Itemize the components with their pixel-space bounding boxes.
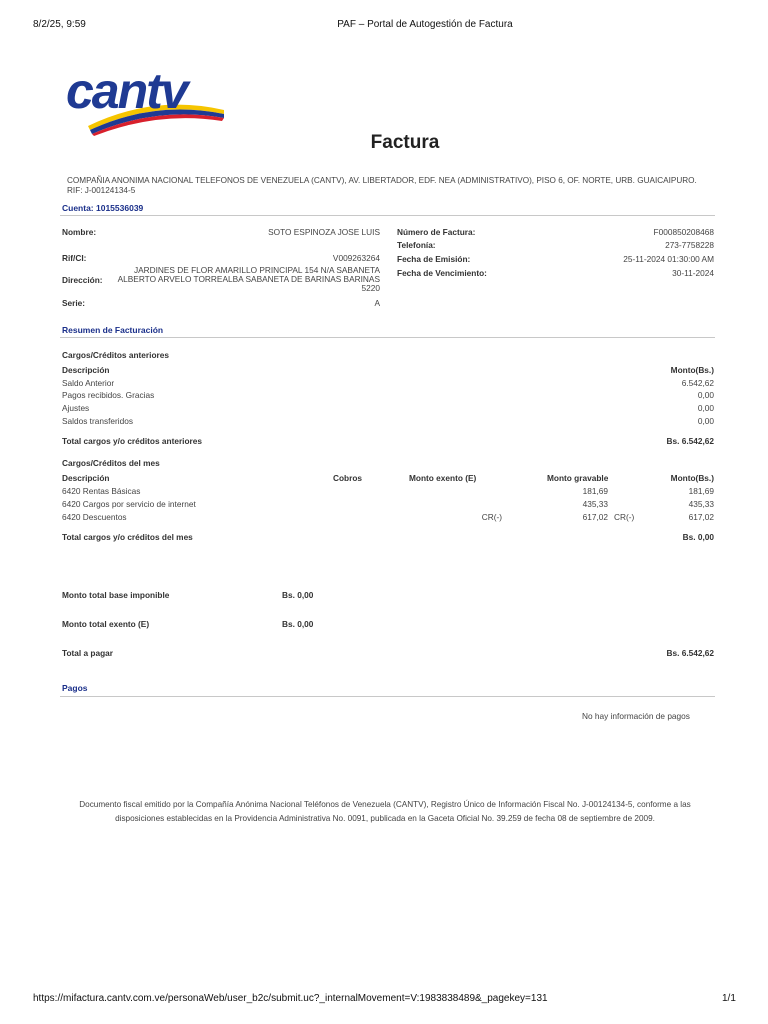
address-value: JARDINES DE FLOR AMARILLO PRINCIPAL 154 N/A SABANETA ALBERTO ARVELO TORREALBA SABANETA DE BARINAS BARINAS 5220 — [117, 265, 380, 293]
previous-row-amount: 0,00 — [697, 416, 714, 426]
current-row-taxable: 181,69 — [582, 486, 608, 496]
due-date-label: Fecha de Vencimiento: — [397, 268, 487, 278]
name-label: Nombre: — [62, 227, 97, 237]
current-row-desc: 6420 Rentas Básicas — [62, 486, 141, 496]
phone-label: Telefonía: — [397, 240, 436, 250]
company-info — [67, 176, 697, 195]
issue-date-label: Fecha de Emisión: — [397, 254, 471, 264]
rif-value: V009263264 — [332, 253, 380, 263]
cantv-logo — [64, 64, 229, 136]
divider — [60, 337, 715, 338]
no-payments-message: No hay información de pagos — [582, 711, 690, 721]
address-label: Dirección: — [62, 275, 103, 285]
series-label: Serie: — [62, 298, 86, 308]
previous-row-amount: 6.542,62 — [681, 378, 714, 388]
divider — [60, 696, 715, 697]
current-total-value: Bs. 0,00 — [682, 532, 714, 542]
current-row-taxable: 435,33 — [582, 499, 608, 509]
previous-charges-heading: Cargos/Créditos anteriores — [62, 350, 169, 360]
payments-heading: Pagos — [62, 683, 88, 693]
current-row-taxable-flag: CR(-) — [614, 512, 635, 522]
previous-row-desc: Ajustes — [62, 403, 90, 413]
previous-row-amount: 0,00 — [697, 403, 714, 413]
exempt-total-label: Monto total exento (E) — [62, 619, 150, 629]
previous-col-amount: Monto(Bs.) — [670, 365, 714, 375]
due-date-value: 30-11-2024 — [672, 268, 714, 278]
current-row-desc: 6420 Cargos por servicio de internet — [62, 499, 196, 509]
rif-label: Rif/CI: — [62, 253, 87, 263]
invoice-number-value: F000850208468 — [653, 227, 714, 237]
current-col-taxable: Monto gravable — [547, 473, 609, 483]
divider — [60, 215, 715, 216]
print-url: https://mifactura.cantv.com.ve/personaWeb/user_b2c/submit.uc?_internalMovement=V:1983838489&_pagekey=131 — [33, 993, 548, 1004]
page-title: Factura — [370, 132, 440, 153]
print-page-title: PAF – Portal de Autogestión de Factura — [337, 19, 513, 30]
previous-total-label: Total cargos y/o créditos anteriores — [62, 436, 203, 446]
taxable-base-value: Bs. 0,00 — [282, 590, 314, 600]
taxable-base-label: Monto total base imponible — [62, 590, 170, 600]
previous-row-amount: 0,00 — [697, 390, 714, 400]
name-value: SOTO ESPINOZA JOSE LUIS — [268, 227, 380, 237]
previous-col-description: Descripción — [62, 365, 110, 375]
invoice-number-label: Número de Factura: — [397, 227, 476, 237]
print-page-count: 1/1 — [722, 993, 736, 1004]
previous-row-desc: Pagos recibidos. Gracias — [62, 390, 155, 400]
logo-wordmark: cantv — [66, 64, 187, 119]
series-value: A — [374, 298, 380, 308]
exempt-total-value: Bs. 0,00 — [282, 619, 314, 629]
previous-row-desc: Saldo Anterior — [62, 378, 115, 388]
current-row-amount: 435,33 — [688, 499, 714, 509]
current-row-amount: 617,02 — [688, 512, 714, 522]
phone-value: 273-7758228 — [665, 240, 714, 250]
current-total-label: Total cargos y/o créditos del mes — [62, 532, 193, 542]
current-row-amount: 181,69 — [688, 486, 714, 496]
legal-notice: Documento fiscal emitido por la Compañía Anónima Nacional Teléfonos de Venezuela (CANTV), Registro Único de Información Fiscal No. J-00124134-5, conforme a las disposiciones establecidas en la Providencia Administrativa No. 0091, publicada en la Gaceta Oficial No. 39.259 de fecha 08 de septiembre de 2009. — [79, 800, 691, 823]
company-rif: RIF: J-00124134-5 — [67, 185, 136, 195]
current-col-exempt: Monto exento (E) — [409, 473, 477, 483]
current-col-charges: Cobros — [333, 473, 363, 483]
current-row-exempt: CR(-) — [481, 512, 502, 522]
print-datetime: 8/2/25, 9:59 — [33, 19, 86, 30]
current-col-description: Descripción — [62, 473, 110, 483]
total-to-pay-label: Total a pagar — [62, 648, 114, 658]
current-charges-heading: Cargos/Créditos del mes — [62, 458, 160, 468]
previous-total-value: Bs. 6.542,62 — [666, 436, 714, 446]
current-row-desc: 6420 Descuentos — [62, 512, 127, 522]
billing-summary-heading: Resumen de Facturación — [62, 325, 164, 335]
issue-date-value: 25-11-2024 01:30:00 AM — [623, 254, 714, 264]
total-to-pay-value: Bs. 6.542,62 — [666, 648, 714, 658]
account-number: Cuenta: 1015536039 — [62, 203, 144, 213]
previous-row-desc: Saldos transferidos — [62, 416, 134, 426]
company-address: COMPAÑIA ANONIMA NACIONAL TELEFONOS DE VENEZUELA (CANTV), AV. LIBERTADOR, EDF. NEA (ADMINISTRATIVO), PISO 6, OF. NORTE, URB. GUAICAIPURO. — [67, 176, 697, 185]
current-row-taxable: 617,02 — [582, 512, 608, 522]
current-col-amount: Monto(Bs.) — [670, 473, 714, 483]
